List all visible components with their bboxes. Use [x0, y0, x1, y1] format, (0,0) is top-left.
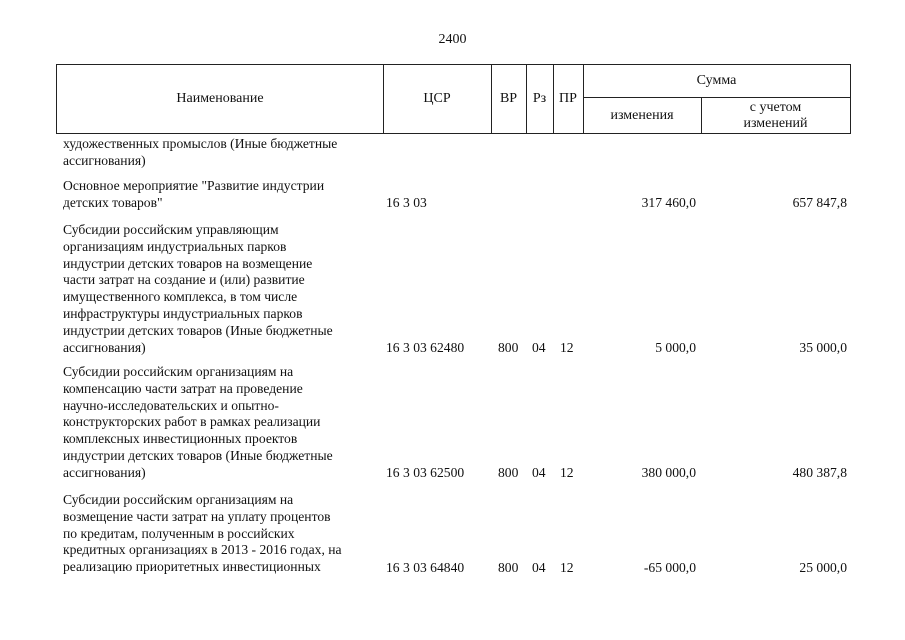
row-pr: 12	[560, 340, 574, 355]
header-change: изменения	[610, 107, 674, 123]
row-name: художественных промыслов (Иные бюджетные ассигнования)	[63, 136, 338, 168]
row-pr: 12	[560, 560, 574, 575]
header-rz: Рз	[532, 91, 547, 106]
row-change: 380 000,0	[641, 465, 696, 480]
row-rz: 04	[532, 560, 546, 575]
header-with-change: с учетом изменений	[743, 99, 808, 131]
row-vr: 800	[498, 465, 519, 480]
row-name: Основное мероприятие "Развитие индустрии детских товаров"	[63, 178, 325, 210]
header-sum: Сумма	[696, 73, 737, 88]
row-name: Субсидии российским управляющим организациям индустриальных парков индустрии детских товаров на возмещение части затрат на создание и (или) развитие имущественного комплекса, в том числе инфраструктуры индустриальных парков индустрии детских товаров (Иные бюджетные ассигнования)	[63, 222, 333, 355]
row-total: 35 000,0	[799, 340, 847, 355]
row-name: Субсидии российским организациям на возмещение части затрат на уплату процентов по кредитам, полученным в российских кредитных организациях в 2013 - 2016 годах, на реализацию приоритетных инвестиционных	[63, 492, 342, 575]
row-rz: 04	[532, 340, 546, 355]
row-csr: 16 3 03	[386, 195, 427, 210]
row-name: Субсидии российским организациям на компенсацию части затрат на проведение научно-исследовательских и опытно- конструкторских работ в рамках реализации комплексных инвестиционных проектов индустрии детских товаров (Иные бюджетные ассигнования)	[63, 364, 333, 480]
row-csr: 16 3 03 62500	[386, 465, 465, 480]
row-change: 5 000,0	[655, 340, 696, 355]
row-csr: 16 3 03 62480	[386, 340, 465, 355]
row-csr: 16 3 03 64840	[386, 560, 465, 575]
header-name: Наименование	[176, 91, 264, 106]
header-pr: ПР	[559, 91, 577, 106]
header-csr: ЦСР	[423, 91, 451, 106]
header-vr: ВР	[499, 91, 518, 106]
row-rz: 04	[532, 465, 546, 480]
row-total: 657 847,8	[792, 195, 847, 210]
row-change: -65 000,0	[643, 560, 696, 575]
table-header	[56, 64, 851, 134]
row-total: 480 387,8	[792, 465, 847, 480]
row-vr: 800	[498, 340, 519, 355]
row-vr: 800	[498, 560, 519, 575]
row-total: 25 000,0	[799, 560, 847, 575]
row-pr: 12	[560, 465, 574, 480]
page-number: 2400	[438, 32, 467, 47]
row-change: 317 460,0	[641, 195, 696, 210]
